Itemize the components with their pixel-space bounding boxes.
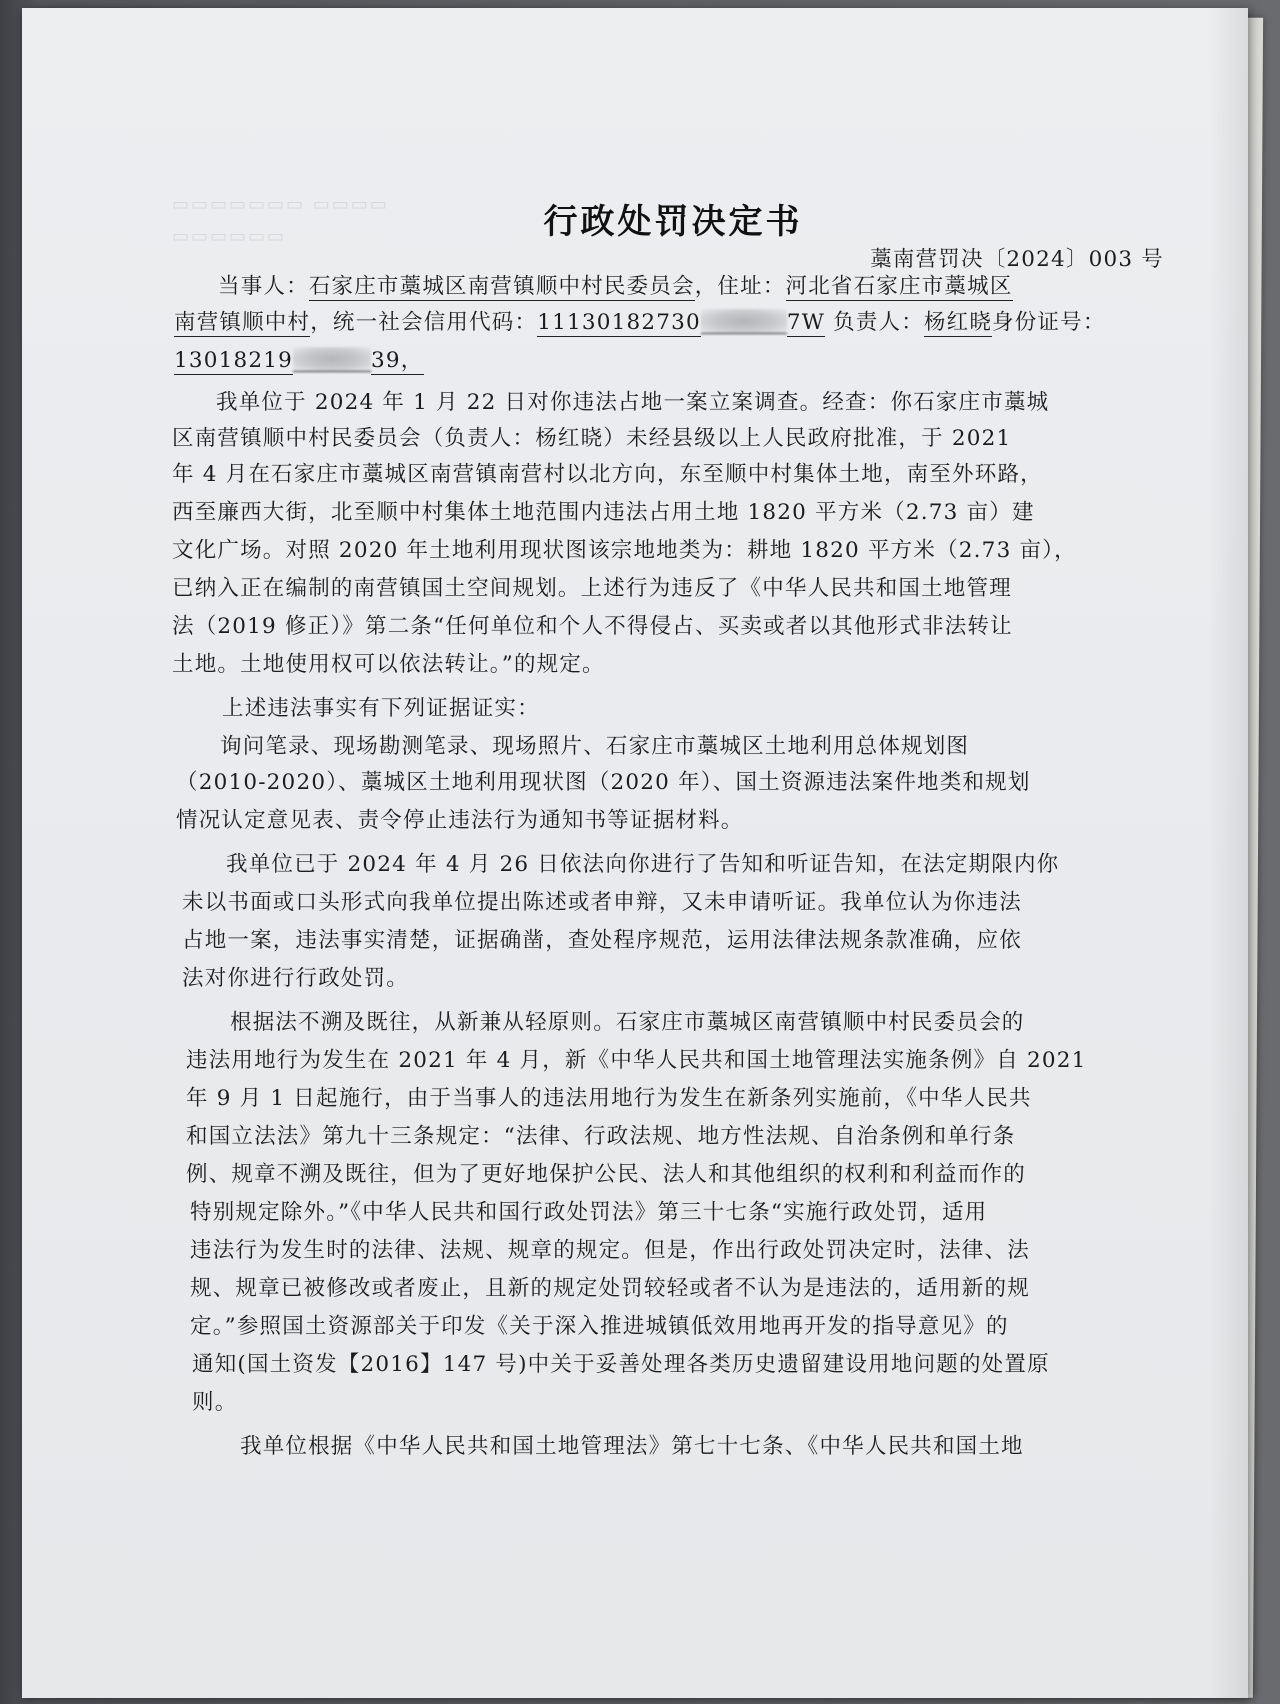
paragraph-line: 年 4 月在石家庄市藁城区南营镇南营村以北方向，东至顺中村集体土地，南至外环路，: [172, 462, 1043, 487]
paragraph-line: 则。: [192, 1390, 238, 1415]
party-line-2: [174, 308, 1106, 338]
paragraph-line: 违法用地行为发生在 2021 年 4 月，新《中华人民共和国土地管理法实施条例》自 2021: [186, 1048, 1087, 1073]
party-line-1: [218, 272, 1013, 302]
paragraph-line: 我单位于 2024 年 1 月 22 日对你违法占地一案立案调查。经查：你石家庄市藁城: [216, 390, 1050, 415]
id-number-label: 身份证号：: [992, 310, 1106, 335]
credit-code-prefix: 11130182730: [537, 310, 701, 335]
paragraph-line: 我单位根据《中华人民共和国土地管理法》第七十七条、《中华人民共和国土地: [240, 1434, 1024, 1459]
paragraph-line: 违法行为发生时的法律、法规、规章的规定。但是，作出行政处罚决定时，法律、法: [190, 1238, 1030, 1263]
paragraph-line: 文化广场。对照 2020 年土地利用现状图该宗地地类为：耕地 1820 平方米（2.73 亩），: [172, 538, 1077, 563]
document-title: 行政处罚决定书: [543, 202, 803, 242]
paragraph-line: 法对你进行行政处罚。: [182, 966, 410, 991]
credit-code-suffix: 7W: [786, 310, 826, 335]
paragraph-line: 例、规章不溯及既往，但为了更好地保护公民、法人和其他组织的权利和利益而作的: [186, 1162, 1026, 1187]
party-line-3: [174, 346, 424, 376]
paragraph-line: 西至廉西大街，北至顺中村集体土地范围内违法占用土地 1820 平方米（2.73 亩）建: [172, 500, 1035, 525]
id-number-suffix: 39，: [371, 348, 424, 373]
paragraph-line: 我单位已于 2024 年 4 月 26 日依法向你进行了告知和听证告知，在法定期限内你: [226, 852, 1060, 877]
redacted-credit-code: [701, 309, 787, 334]
paragraph-line: 和国立法法》第九十三条规定：“法律、行政法规、地方性法规、自治条例和单行条: [186, 1124, 1016, 1149]
bleed-through-text: ▭▭▭▭▭▭: [172, 226, 287, 247]
redacted-id-number: [293, 347, 371, 372]
responsible-label: 负责人：: [825, 310, 924, 335]
paragraph-line: 法（2019 修正）》第二条“任何单位和个人不得侵占、买卖或者以其他形式非法转让: [172, 614, 1013, 639]
paragraph-line: 定。”参照国土资源部关于印发《关于深入推进城镇低效用地再开发的指导意见》的: [190, 1314, 1009, 1339]
party-name: 石家庄市藁城区南营镇顺中村民委员会: [308, 274, 695, 299]
paragraph-line: 土地。土地使用权可以依法转让。”的规定。: [172, 652, 605, 677]
responsible-name: 杨红晓: [923, 310, 993, 335]
address-part-1: 河北省石家庄市藁城区: [785, 274, 1013, 299]
bleed-through-text: ▭▭▭▭▭▭▭ ▭▭▭▭: [172, 194, 389, 215]
paragraph-line: 询问笔录、现场勘测笔录、现场照片、石家庄市藁城区土地利用总体规划图: [220, 734, 970, 759]
paragraph-line: 通知(国土资发【2016】147 号)中关于妥善处理各类历史遗留建设用地问题的处置原: [192, 1352, 1050, 1377]
paragraph-line: 上述违法事实有下列证据证实：: [222, 696, 540, 721]
paragraph-line: 已纳入正在编制的南营镇国土空间规划。上述行为违反了《中华人民共和国土地管理: [172, 576, 1012, 601]
paragraph-line: 情况认定意见表、责令停止违法行为通知书等证据材料。: [176, 808, 744, 833]
address-part-2: 南营镇顺中村: [174, 310, 311, 335]
credit-code-label: ，统一社会信用代码：: [310, 310, 538, 335]
paragraph-line: 未以书面或口头形式向我单位提出陈述或者申辩，又未申请听证。我单位认为你违法: [182, 890, 1022, 915]
address-label: ，住址：: [694, 274, 786, 299]
paragraph-line: 规、规章已被修改或者废止，且新的规定处罚较轻或者不认为是违法的，适用新的规: [190, 1276, 1030, 1301]
paragraph-line: 特别规定除外。”《中华人民共和国行政处罚法》第三十七条“实施行政处罚，适用: [190, 1200, 988, 1225]
party-label: 当事人：: [218, 274, 309, 299]
paragraph-line: 年 9 月 1 日起施行，由于当事人的违法用地行为发生在新条列实施前，《中华人民共: [186, 1086, 1032, 1111]
paragraph-line: （2010-2020）、藁城区土地利用现状图（2020 年）、国土资源违法案件地类和规划: [176, 770, 1031, 795]
paragraph-line: 区南营镇顺中村民委员会（负责人：杨红晓）未经县级以上人民政府批准，于 2021: [172, 426, 1012, 451]
paragraph-line: 根据法不溯及既往，从新兼从轻原则。石家庄市藁城区南营镇顺中村民委员会的: [230, 1010, 1025, 1035]
id-number-prefix: 13018219: [174, 348, 294, 373]
document-page: [22, 8, 1248, 1698]
paragraph-line: 占地一案，违法事实清楚，证据确凿，查处程序规范，运用法律法规条款准确，应依: [182, 928, 1022, 953]
document-number: 藁南营罚决〔2024〕003 号: [870, 247, 1164, 272]
